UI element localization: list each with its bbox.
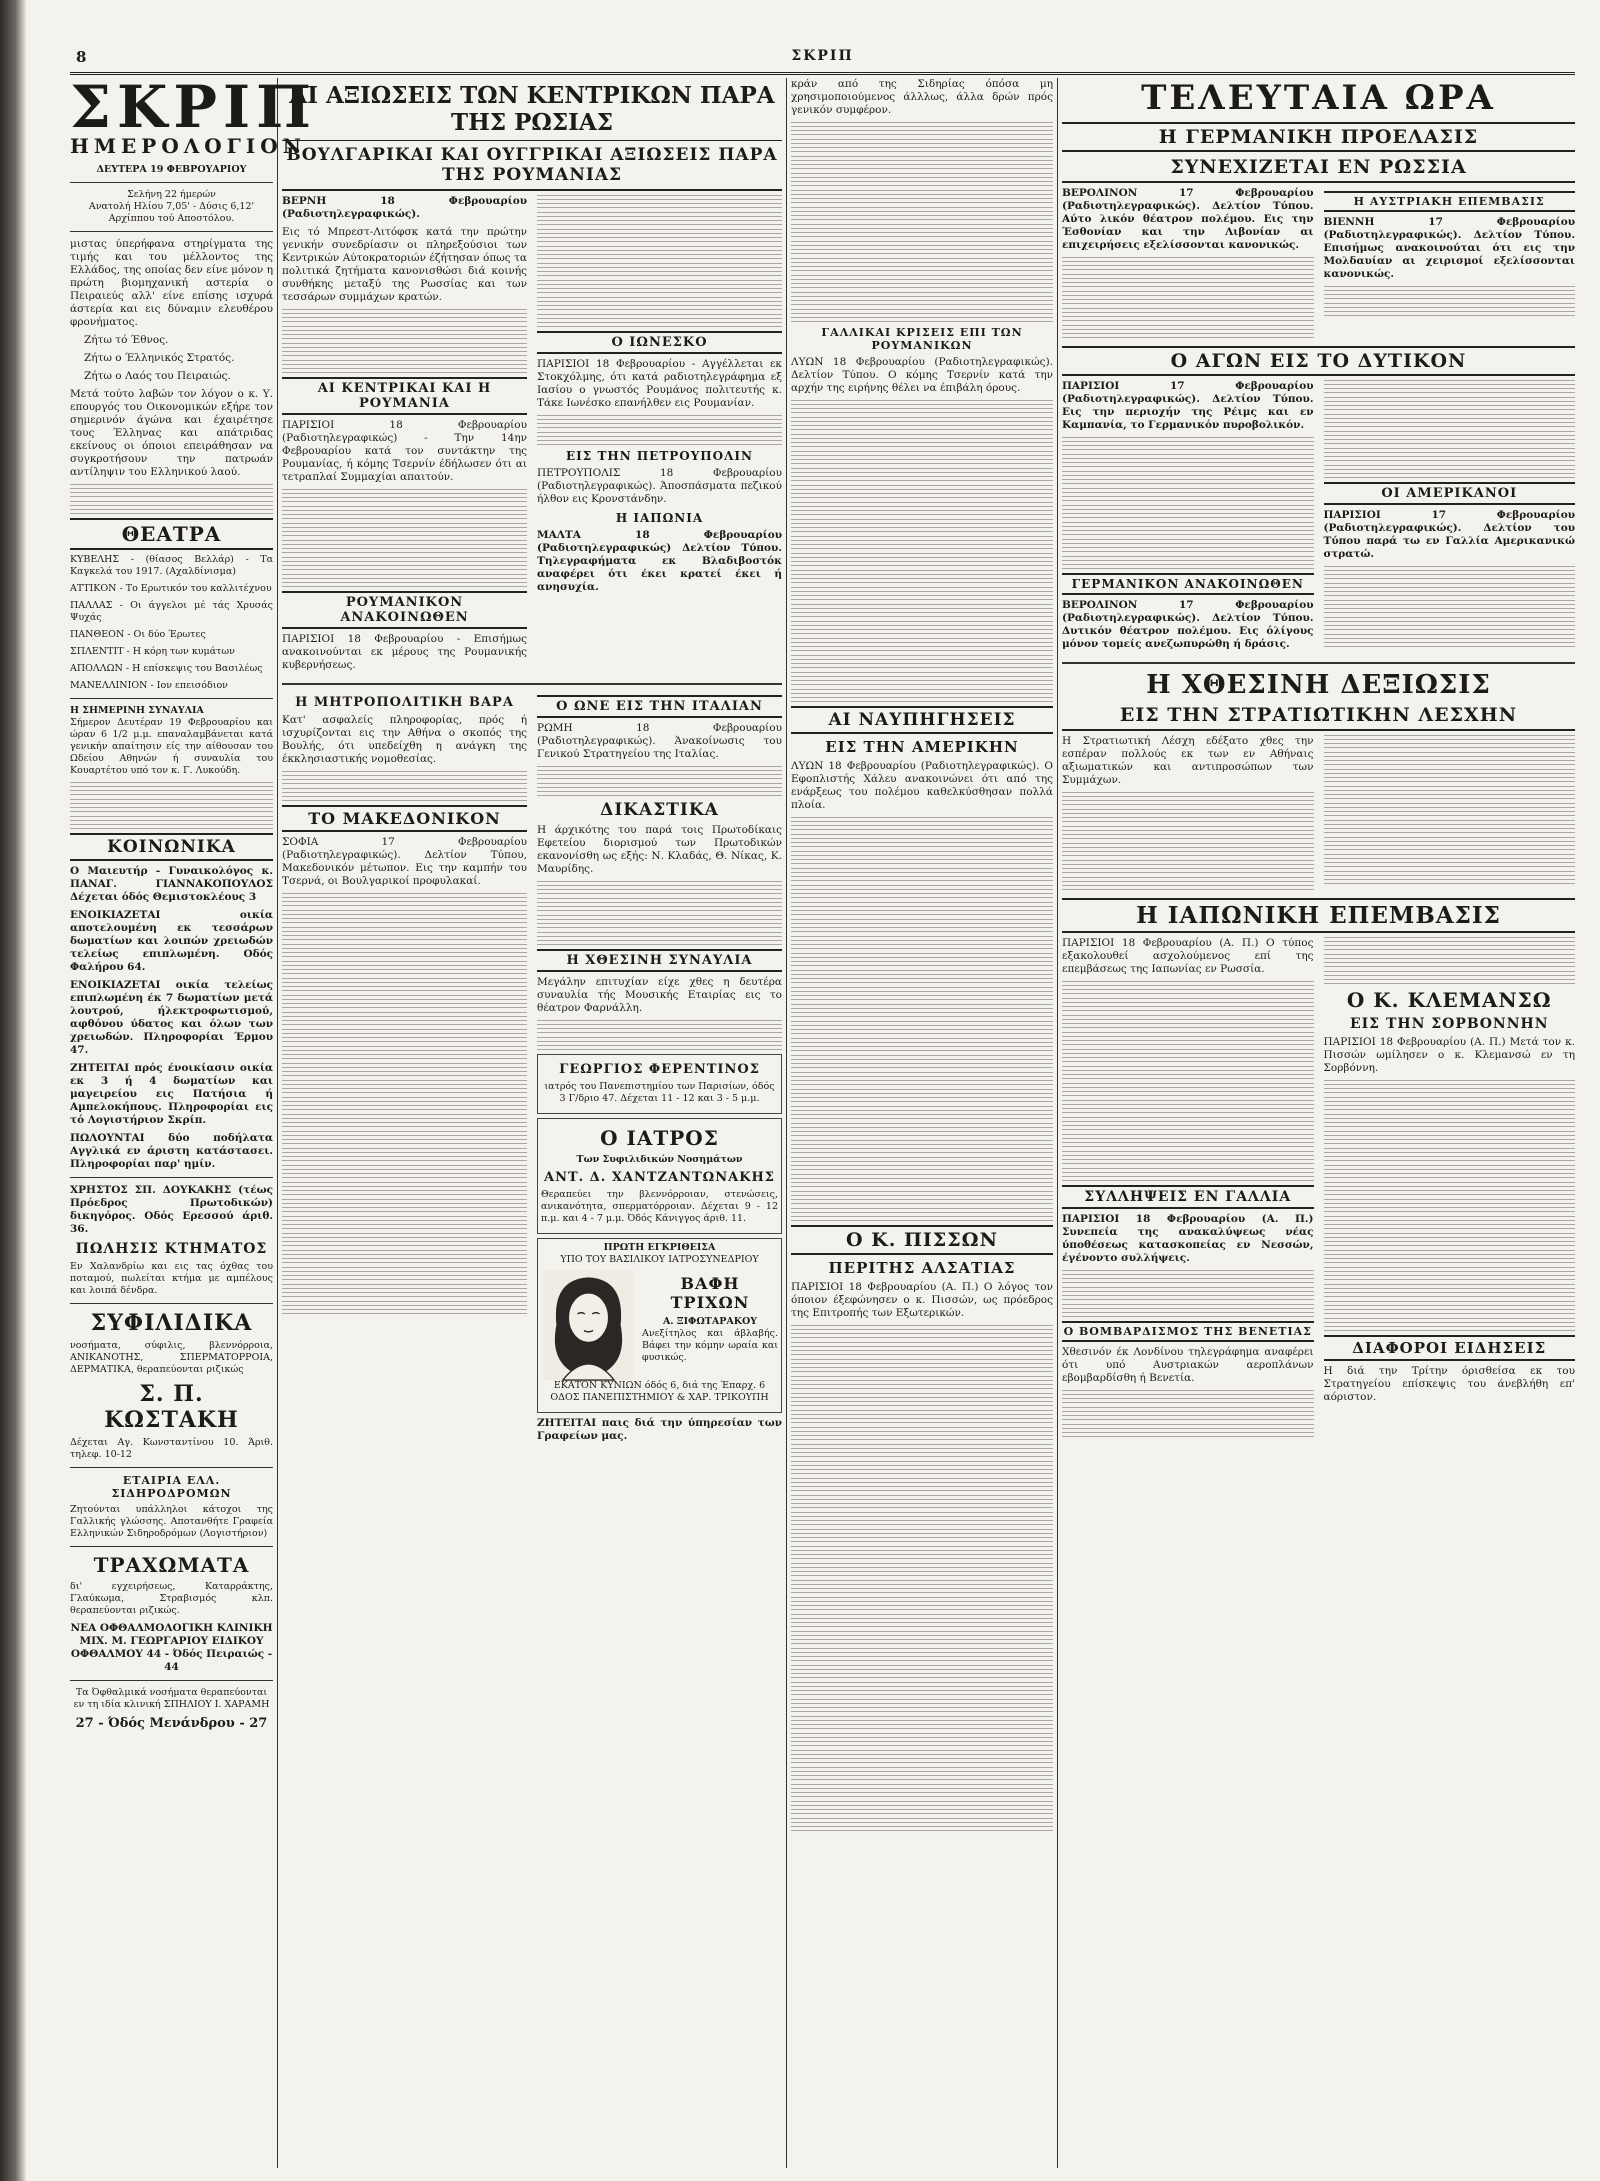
article-text: ΒΕΡΟΛΙΝΟΝ 17 Φεβρουαρίου (Ραδιοτηλεγραφικώς). Δελτίον Τύπου. Δυτικόν θέατρον πολέμου. Εις όλίγους μόνον τομείς ανεζωπυρώθη ή δράσις. xyxy=(1062,599,1314,650)
article-text: ΛΥΩΝ 18 Φεβρουαρίου (Ραδιοτηλεγραφικώς). Ο Εφοπλιστής Χάλευ ανακοινώνει ότι από της ενάρξεως του πολέμου καθελκύσθησαν πολλά πλοία. xyxy=(791,760,1053,811)
article-text: κράν από της Σιδηρίας όπόσα μη χρησιμοποιούμενος άλλλως, άλλα δρών πρός γενικόν συμφέρον. xyxy=(791,78,1053,116)
article-text: ΒΙΕΝΝΗ 17 Φεβρουαρίου (Ραδιοτηλεγραφικώς). Δελτίον Τύπου. Επισήμως ανακοινούται ότι εις την Μολδαυίαν αι χειρισμοί εξελίσσονται κανονικώς. xyxy=(1323,216,1575,280)
headline: Η ΧΘΕΣΙΝΗ ΔΕΞΙΩΣΙΣ xyxy=(1146,670,1491,700)
article-text: ΛΥΩΝ 18 Φεβρουαρίου (Ραδιοτηλεγραφικώς). Δελτίον Τύπου. Ο κόμης Τσερνίν κατά την αρχήν της ειρήνης θέλει να έπιβάλη όρους. xyxy=(791,356,1053,394)
column-central-powers xyxy=(282,78,782,2168)
ad-text: νοσήματα, σύφιλις, βλεννόρροια, ΑΝΙΚΑΝΟΤΗΣ, ΣΠΕΡΜΑΤΟΡΡΟΙΑ, ΔΕΡΜΑΤΙΚΑ, θεραπεύονται ριζικώς xyxy=(70,1340,273,1375)
theatre-listing: ΠΑΝΘΕΟΝ - Οι δύο Έρωτες xyxy=(70,629,206,640)
section-heading: ΑΙ ΝΑΥΠΗΓΗΣΕΙΣ xyxy=(791,706,1053,734)
ad-text: ΝΕΑ ΟΦΘΑΛΜΟΛΟΓΙΚΗ ΚΛΙΝΙΚΗ ΜΙΧ. Μ. ΓΕΩΡΓΑΡΙΟΥ ΕΙΔΙΚΟΥ ΟΦΘΑΛΜΟΥ 44 - Όδός Πειραιώς - 44 xyxy=(70,1622,273,1673)
section-heading: Η ΙΑΠΩΝΙΑ xyxy=(615,511,704,525)
sun-info: Αρχίππου τού Αποστόλου. xyxy=(108,213,235,224)
article-text: Μεγάλην επιτυχίαν είχε χθες η δευτέρα συναυλία τής Μουσικής Εταιρίας εις το θέατρον Φαρνάλλη. xyxy=(537,976,782,1014)
doctor-ad xyxy=(537,1118,782,1234)
theatre-listing: ΠΑΛΛΑΣ - Οι άγγελοι μέ τάς Χρυσάς Ψυχάς xyxy=(70,600,273,623)
headline: ΤΕΛΕΥΤΑΙΑ ΩΡΑ xyxy=(1141,78,1496,118)
section-subheading: ΕΙΣ ΤΗΝ ΣΟΡΒΟΝΝΗΝ xyxy=(1349,1016,1549,1032)
section-heading: Η ΜΗΤΡΟΠΟΛΙΤΙΚΗ ΒΑΡΑ xyxy=(295,695,514,710)
article-text: ΠΕΤΡΟΥΠΟΛΙΣ 18 Φεβρουαρίου (Ραδιοτηλεγραφικώς). Άποσπάσματα πεζικού ήλθον εις Κρονστάνδην. xyxy=(537,467,782,505)
section-heading: ΠΩΛΗΣΙΣ ΚΤΗΜΑΤΟΣ xyxy=(75,1241,268,1257)
ad-subheading: Των Συφιλιδικών Νοσημάτων xyxy=(576,1154,743,1165)
article-text: ΠΑΡΙΣΙΟΙ 18 Φεβρουαρίου (Α. Π.) Ο τύπος εξακολουθεί ασχολούμενος επί της επεμβάσεως της Ιαπωνίας εν Ρωσσία. xyxy=(1062,937,1314,975)
calendar-date: ΔΕΥΤΕΡΑ 19 ΦΕΒΡΟΥΑΡΙΟΥ xyxy=(96,164,247,175)
article-text: Εν Χαλανδρίω και εις τας όχθας του ποταμού, πωλείται κτήμα με αμπέλους και λοιπά δένδρα. xyxy=(70,1261,273,1296)
column-romania xyxy=(791,78,1053,2168)
theatre-listing: ΑΠΟΛΛΩΝ - Η επίσκεψις του Βασιλέως xyxy=(70,663,263,674)
theatre-listing: ΑΤΤΙΚΟΝ - Το Ερωτικόν του καλλιτέχνου xyxy=(70,583,272,594)
masthead-name: ΣΚΡΙΠ xyxy=(791,48,854,64)
column-divider xyxy=(786,78,787,2168)
ad-heading: ΤΡΑΧΩΜΑΤΑ xyxy=(93,1553,250,1577)
theatre-listing: ΚΥΒΕΛΗΣ - (θίασος Βελλάρ) - Τα Καγκελά του 1917. (Αχαλδίνισμα) xyxy=(70,554,273,577)
headline: Η ΓΕΡΜΑΝΙΚΗ ΠΡΟΕΛΑΣΙΣ xyxy=(1062,122,1575,152)
classified-ad: ΖΗΤΕΙΤΑΙ παις διά την ύπηρεσίαν των Γραφείων μας. xyxy=(537,1417,782,1442)
article-text: ΠΑΡΙΣΙΟΙ 17 Φεβρουαρίου (Ραδιοτηλεγραφικώς). Δελτίον του Τύπου παρά τω εν Γαλλία Αμερικανικώ στρατώ. xyxy=(1323,509,1575,560)
article-text: ΠΑΡΙΣΙΟΙ 17 Φεβρουαρίου (Ραδιοτηλεγραφικώς). Δελτίον Τύπου. Εις την περιοχήν της Ρέιμς και εν Καμπανία, το Γερμανικόν πυροβολικόν. xyxy=(1062,380,1314,431)
classified-ad: ΕΝΟΙΚΙΑΖΕΤΑΙ οικία τελείως επιπλωμένη έκ 7 δωματίων μετά λουτρού, ήλεκτροφωτισμού, αφθόνου ύδατος και όλων των χρειωδών. Πληροφορίαι Έρμου 47. xyxy=(70,979,273,1056)
section-heading: ΓΑΛΛΙΚΑΙ ΚΡΙΣΕΙΣ ΕΠΙ ΤΩΝ ΡΟΥΜΑΝΙΚΩΝ xyxy=(821,326,1023,352)
section-heading: Ο Κ. ΚΛΕΜΑΝΣΩ xyxy=(1346,988,1552,1012)
article-text: ΜΑΛΤΑ 18 Φεβρουαρίου (Ραδιοτηλεγραφικώς) Δελτίον Τύπου. Τηλεγραφήματα εκ Βλαδιβοστόκ αναφέρει ότι έκει κρατεί έκει ή ανησυχία. xyxy=(537,529,782,593)
headline: ΑΙ ΑΞΙΩΣΕΙΣ ΤΩΝ ΚΕΝΤΡΙΚΩΝ ΠΑΡΑ ΤΗΣ ΡΩΣΙΑΣ xyxy=(282,82,782,141)
article-text: Μετά τούτο λαβών τον λόγον ο κ. Υ. επουργός του Οικονομικών εξήρε τον σημερινόν άγώνα και έχαιρέτησε τους Έλληνας και απάτριδας εκείνους οι όποιοι επειράθησαν να συγκροτήσουν την πατρωάν αντίληψιν του Ελληνικού λαού. xyxy=(70,388,273,478)
section-heading: ΤΟ ΜΑΚΕΔΟΝΙΚΟΝ xyxy=(282,805,527,832)
theatre-listing: ΣΠΛΕΝΤΙΤ - Η κόρη των κυμάτων xyxy=(70,646,235,657)
cheer-line: Ζήτω ο Λαός του Πειραιώς. xyxy=(84,370,231,382)
section-heading: Ο ΩΝΕ ΕΙΣ ΤΗΝ ΙΤΑΛΙΑΝ xyxy=(537,695,782,718)
ad-subheading: ΥΠΟ ΤΟΥ ΒΑΣΙΛΙΚΟΥ ΙΑΤΡΟΣΥΝΕΔΡΙΟΥ xyxy=(560,1254,759,1265)
page-number: 8 xyxy=(76,48,87,66)
article-text: ΠΑΡΙΣΙΟΙ 18 Φεβρουαρίου (Ραδιοτηλεγραφικώς) - Την 14ην Φεβρουαρίου κατά τον συντάκτην της Ρουμανίας, ή κόμης Τσερνίν έδήλωσεν ότι αι τετραπλαί Συμμαχίαι απαιτούν. xyxy=(282,419,527,483)
calendar-title: ΣΚΡΙΠ xyxy=(70,73,317,141)
ad-text: Ζητούνται υπάλληλοι κάτοχοι της Γαλλικής γλώσσης. Αποτανθήτε Γραφεία Ελληνικών Σιδηροδρόμων (Λογιστήριον) xyxy=(70,1504,273,1539)
doctor-ad xyxy=(537,1054,782,1114)
woman-portrait-image xyxy=(541,1270,636,1380)
ad-text: Θεραπεύει την βλεννόρροιαν, στενώσεις, ανικανότητα, σπερματόρροιαν. Δέχεται 9 - 12 π.μ. και 4 - 7 μ.μ. Όδός Κάνιγγος άριθ. 11. xyxy=(541,1189,778,1224)
article-text: Εις τό Μπρεστ-Λιτόφσκ κατά την πρώτην γενικήν συνεδρίασιν οι πληρεξούσιοι των Κεντρικών Αύτοκρατοριών έζήτησαν όπως τα πολιτικά ζητήματα κανονισθώσι διά κοινής συνθήκης μεταξύ της Ρωσσίας και των τεσσάρων συμμάχων κρατών. xyxy=(282,226,527,303)
article-text: ΠΑΡΙΣΙΟΙ 18 Φεβρουαρίου - Επισήμως ανακοινούνται εκ μέρους της Ρουμανικής κυβερνήσεως. xyxy=(282,633,527,671)
ad-heading: ΑΝΤ. Δ. ΧΑΝΤΖΑΝΤΩΝΑΚΗΣ xyxy=(543,1170,775,1185)
column-calendar xyxy=(70,73,317,2168)
newspaper-page xyxy=(70,48,1575,2168)
ad-subheading: Α. ΞΙΦΩΤΑΡΑΚΟΥ xyxy=(662,1316,758,1327)
section-heading: ΣΥΛΛΗΨΕΙΣ ΕΝ ΓΑΛΛΙΑ xyxy=(1062,1185,1314,1209)
theatre-listing: ΜΑΝΕΛΛΙΝΙΟΝ - Ιον επεισόδιον xyxy=(70,680,228,691)
cheer-line: Ζήτω τό Έθνος. xyxy=(84,334,169,346)
classified-ad: ΧΡΗΣΤΟΣ ΣΠ. ΔΟΥΚΑΚΗΣ (τέως Πρόεδρος Πρωτοδικών) δικηγόρος. Οδός Ερεσσού άριθ. 36. xyxy=(70,1184,273,1235)
classified-ad: ΖΗΤΕΙΤΑΙ πρός ένοικίασιν οικία εκ 3 ή 4 δωματίων και μαγειρείου εις Πατήσια ή Αμπελοκήπους. Πληροφορίαι εις τό Λογιστήριον Σκρίπ. xyxy=(70,1062,273,1126)
ad-text: Δέχεται Αγ. Κωνσταντίνου 10. Άριθ. τηλεφ. 10-12 xyxy=(70,1437,273,1460)
section-heading: ΘΕΑΤΡΑ xyxy=(70,518,273,550)
section-heading: ΡΟΥΜΑΝΙΚΟΝ ΑΝΑΚΟΙΝΩΘΕΝ xyxy=(282,591,527,629)
section-heading: Η ΧΘΕΣΙΝΗ ΣΥΝΑΥΛΙΑ xyxy=(537,949,782,972)
article-text: ΣΟΦΙΑ 17 Φεβρουαρίου (Ραδιοτηλεγραφικώς). Δελτίον Τύπου, Μακεδονικόν μέτωπον. Εις την καμπήν του Τσερνά, οι Βουλγαρικοί προφυλακαί. xyxy=(282,836,527,887)
section-heading: ΚΟΙΝΩΝΙΚΑ xyxy=(70,833,273,861)
ad-heading: ΓΕΩΡΓΙΟΣ ΦΕΡΕΝΤΙΝΟΣ xyxy=(559,1062,760,1077)
ad-text: ΕΚΑΤΟΝ ΚΥΝΙΩΝ όδός 6, διά της Έπαρχ. 6 ΟΔΟΣ ΠΑΝΕΠΙΣΤΗΜΙΟΥ & ΧΑΡ. ΤΡΙΚΟΥΠΗ xyxy=(550,1380,769,1403)
classified-ad: ΠΩΛΟΥΝΤΑΙ δύο ποδήλατα Αγγλικά εν άριστη κατάστασει. Πληροφορίαι παρ' ημίν. xyxy=(70,1132,273,1170)
ad-heading: ΣΥΦΙΛΙΔΙΚΑ xyxy=(90,1310,253,1336)
section-heading: Ο ΙΩΝΕΣΚΟ xyxy=(537,331,782,354)
article-text: Η Στρατιωτική Λέσχη εδέξατο χθες την εσπέραν πολλούς εκ των εν Αθήναις αξιωματικών και αντιπροσώπων των Συμμάχων. xyxy=(1062,735,1314,786)
ad-heading: Ο ΙΑΤΡΟΣ xyxy=(600,1126,719,1150)
article-text: ΠΑΡΙΣΙΟΙ 18 Φεβρουαρίου - Αγγέλλεται εκ Στοκχόλμης, ότι κατά ραδιοτηλεγράφημα εξ Ιασίου ο γνωστός Ρουμάνος πολιτευτής κ. Τάκε Ιωνέσκο επανήλθεν εις Ρουμανίαν. xyxy=(537,358,782,409)
binding-gutter xyxy=(0,0,26,2181)
article-text: μιστας ύπερήφανα στηρίγματα της τιμής και του μέλλοντος της Ελλάδος, της οποίας δεν είνε μόνον η πρώτη βιομηχανική αστερία ο Πειραιεύς αλλ' είνε επίσης ισχυρά άστερία και εις δύναμιν ελευθέρου φρονήματος. xyxy=(70,238,273,328)
column-divider xyxy=(1057,78,1058,2168)
sun-info: Σελήνη 22 ήμερών xyxy=(127,189,216,200)
sun-info: Ανατολή Ηλίου 7,05' - Δύσις 6,12' xyxy=(88,201,255,212)
classified-ad: Ο Μαιευτήρ - Γυναικολόγος κ. ΠΑΝΑΓ. ΓΙΑΝΝΑΚΟΠΟΥΛΟΣ Δέχεται όδός Θεμιστοκλέους 3 xyxy=(70,865,273,903)
article-text: Χθεσινόν έκ Λονδίνου τηλεγράφημα αναφέρει ότι υπό Αυστριακών αεροπλάνων εβομβαρδίσθη ή Βενετία. xyxy=(1062,1346,1314,1384)
section-heading: ΔΙΚΑΣΤΙΚΑ xyxy=(600,800,719,820)
article-text: ΒΕΡΟΛΙΝΟΝ 17 Φεβρουαρίου (Ραδιοτηλεγραφικώς). Δελτίον Τύπου. Αύτο λικόν θέατρον πολέμου. Εις την Έσθονίαν και την Λιβονίαν αι επιχειρήσεις εξελίσσονται κανονικώς. xyxy=(1062,187,1314,251)
ad-address: 27 - Όδός Μενάνδρου - 27 xyxy=(75,1716,268,1731)
column-divider xyxy=(277,78,278,2168)
article-text: Η άρχικότης του παρά τοις Πρωτοδίκαις Εφετείου διορισμού των Πρωτοδικών εκανονίσθη ως εξής: Ν. Κλαδάς, Θ. Νίκας, Κ. Μαυρίδης. xyxy=(537,824,782,875)
section-heading: Ο ΒΟΜΒΑΡΔΙΣΜΟΣ ΤΗΣ ΒΕΝΕΤΙΑΣ xyxy=(1062,1321,1314,1342)
article-text: Η διά την Τρίτην όρισθείσα εκ του Στρατηγείου επίσκεψις του άνεβλήθη επ' αόριστον. xyxy=(1323,1365,1575,1403)
dateline: ΒΕΡΝΗ 18 Φεβρουαρίου (Ραδιοτηλεγραφικώς). xyxy=(282,195,527,220)
section-heading: Η ΑΥΣΤΡΙΑΚΗ ΕΠΕΜΒΑΣΙΣ xyxy=(1324,191,1576,212)
ad-heading: Σ. Π. ΚΩΣΤΑΚΗ xyxy=(104,1381,239,1433)
section-heading: Ο Κ. ΠΙΣΣΩΝ xyxy=(791,1225,1053,1255)
section-subheading: ΕΙΣ ΤΗΝ ΑΜΕΡΙΚΗΝ xyxy=(825,738,1019,756)
ad-text: ιατρός του Πανεπιστημίου των Παρισίων, όδός 3 Γ/δριο 47. Δέχεται 11 - 12 και 3 - 5 μ.μ. xyxy=(544,1081,775,1104)
article-text: ΠΑΡΙΣΙΟΙ 18 Φεβρουαρίου (Α. Π.) Συνεπεία της ανακαλύψεως νέας ύποθέσεως κατασκοπείας εν Νεσσών, έγένοντο συλλήψεις. xyxy=(1062,1213,1314,1264)
article-text: ΠΑΡΙΣΙΟΙ 18 Φεβρουαρίου (Α. Π.) Ο λόγος τον όποιον έξεφώνησεν ο κ. Πισσών, ως πρόεδρος της Επιτροπής των Εξωτερικών. xyxy=(791,1281,1053,1319)
article-text: Σήμερον Δευτέραν 19 Φεβρουαρίου και ώραν 6 1/2 μ.μ. επαναλαμβάνεται κατά γενικήν απαίτησιν είς την αίθουσαν του Ωδείου Αθηνών ή συναυλία του Κουαρτέτου υπό τον κ. Γ. Λυκούδη. xyxy=(70,717,273,776)
subheadline: ΕΙΣ ΤΗΝ ΣΤΡΑΤΙΩΤΙΚΗΝ ΛΕΣΧΗΝ xyxy=(1062,704,1575,731)
section-heading: ΑΙ ΚΕΝΤΡΙΚΑΙ ΚΑΙ Η ΡΟΥΜΑΝΙΑ xyxy=(282,377,527,415)
ad-text: δι' εγχειρήσεως, Καταρράκτης, Γλαύκωμα, Στραβισμός κλπ. θεραπεύονται ριζικώς. xyxy=(70,1581,273,1616)
ad-heading: ΒΑΦΗ ΤΡΙΧΩΝ xyxy=(670,1274,750,1312)
section-heading: Η ΙΑΠΩΝΙΚΗ ΕΠΕΜΒΑΣΙΣ xyxy=(1062,898,1575,933)
article-text: Κατ' ασφαλείς πληροφορίας, πρός ή ισχυρίζονται εις την Αθήνα ο σκοπός της Βουλής, ότι υπεδείχθη η ανάγκη της έκκλησιαστικής νομοθεσίας. xyxy=(282,714,527,765)
section-heading: ΓΕΡΜΑΝΙΚΟΝ ΑΝΑΚΟΙΝΩΘΕΝ xyxy=(1062,573,1314,595)
subheadline: ΒΟΥΛΓΑΡΙΚΑΙ ΚΑΙ ΟΥΓΓΡΙΚΑΙ ΑΞΙΩΣΕΙΣ ΠΑΡΑ ΤΗΣ ΡΟΥΜΑΝΙΑΣ xyxy=(282,145,782,191)
page-header xyxy=(70,48,1575,72)
section-heading: ΔΙΑΦΟΡΟΙ ΕΙΔΗΣΕΙΣ xyxy=(1324,1335,1576,1361)
article-text: ΠΑΡΙΣΙΟΙ 18 Φεβρουαρίου (Α. Π.) Μετά τον κ. Πισσών ωμίλησεν ο κ. Κλεμανσώ εν τη Σορβόννη. xyxy=(1323,1036,1575,1074)
subheadline: ΣΥΝΕΧΙΖΕΤΑΙ ΕΝ ΡΩΣΣΙΑ xyxy=(1062,156,1575,183)
article-text: ΡΩΜΗ 18 Φεβρουαρίου (Ραδιοτηλεγραφικώς). Άνακοίνωσις του Γενικού Στρατηγείου της Ιταλίας. xyxy=(537,722,782,760)
classified-ad: ΕΝΟΙΚΙΑΖΕΤΑΙ οικία αποτελουμένη εκ τεσσάρων δωματίων και λοιπών χρειωδών τελείως επιπλωμένη. Οδός Φαλήρου 64. xyxy=(70,909,273,973)
ad-text: Ανεξίτηλος και άβλαβής. Βάφει την κόμην ωραία και φυσικώς. xyxy=(642,1328,778,1363)
section-subheading: ΠΕΡΙΤΗΣ ΑΛΣΑΤΙΑΣ xyxy=(828,1259,1016,1277)
ad-text: Τα Όφθαλμικά νοσήματα θεραπεύονται εν τη ιδία κλινική ΣΠΗΛΙΟΥ Ι. ΧΑΡΑΜΗ xyxy=(73,1687,270,1710)
section-heading: ΕΙΣ ΤΗΝ ΠΕΤΡΟΥΠΟΛΙΝ xyxy=(566,449,753,463)
cheer-line: Ζήτω ο Έλληνικός Στρατός. xyxy=(84,352,235,364)
section-heading: ΕΤΑΙΡΙΑ ΕΛΛ. ΣΙΔΗΡΟΔΡΟΜΩΝ xyxy=(111,1474,232,1500)
section-heading: Ο ΑΓΩΝ ΕΙΣ ΤΟ ΔΥΤΙΚΟΝ xyxy=(1062,346,1575,376)
section-heading: ΟΙ ΑΜΕΡΙΚΑΝΟΙ xyxy=(1324,482,1576,505)
hair-dye-ad xyxy=(537,1238,782,1413)
column-last-hour xyxy=(1062,78,1575,2168)
calendar-subtitle: ΗΜΕΡΟΛΟΓΙΟΝ xyxy=(70,134,306,158)
section-heading: Η ΣΗΜΕΡΙΝΗ ΣΥΝΑΥΛΙΑ xyxy=(70,705,204,716)
ad-subheading: ΠΡΩΤΗ ΕΓΚΡΙΘΕΙΣΑ xyxy=(603,1242,716,1253)
